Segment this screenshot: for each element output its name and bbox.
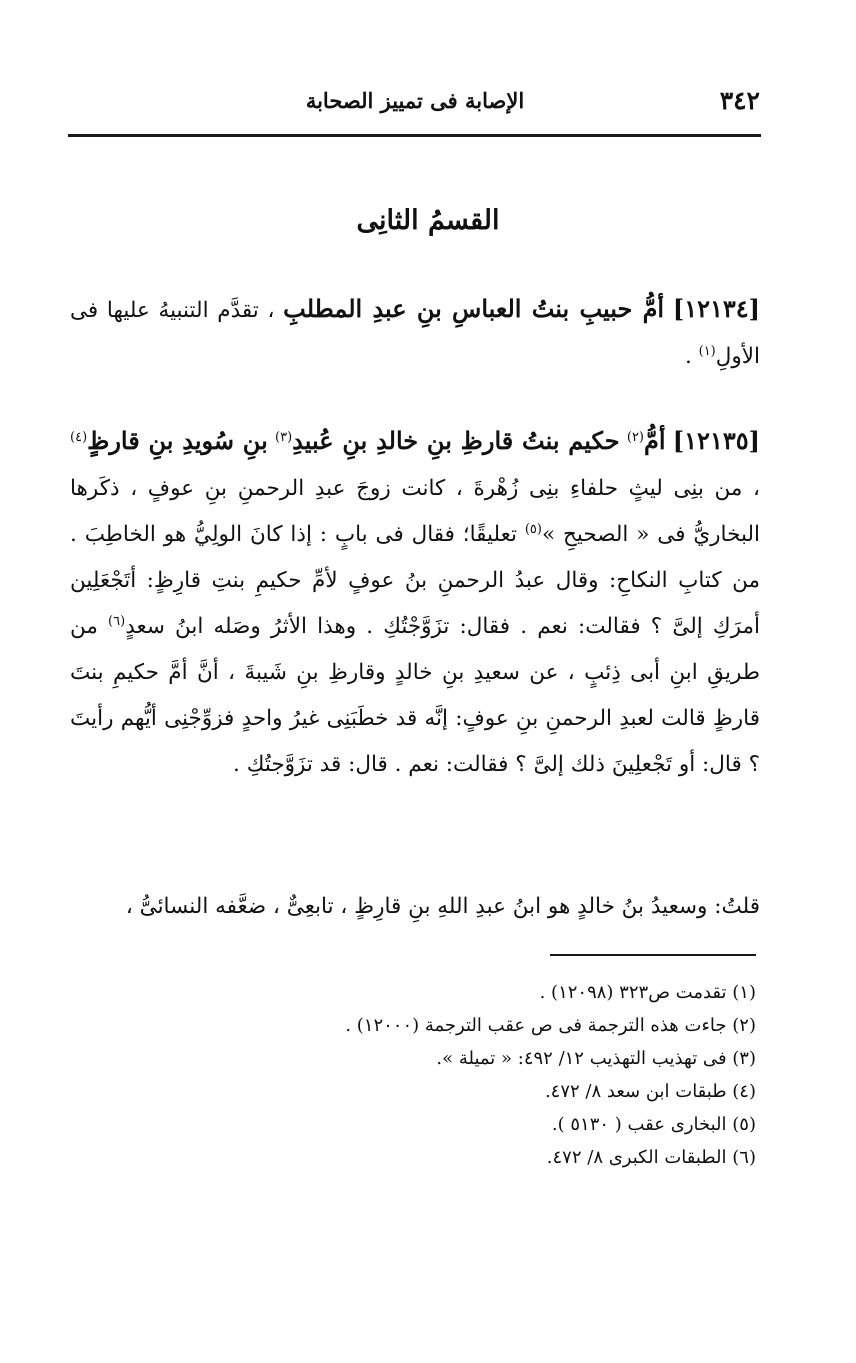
footnote-item: (٥) البخارى عقب ( ٥١٣٠ ). — [551, 1114, 756, 1135]
footnote-item: (٤) طبقات ابن سعد ٨/ ٤٧٢. — [544, 1081, 756, 1102]
entry-text: تعليقًا؛ فقال فى بابٍ : إذا كانَ الولِيُّ هو الخاطِبَ . من كتابِ النكاحِ: وقال عبدُ الرحمنِ بنُ عوفٍ لأمِّ حكيمِ بنتِ قارِظٍ: أتَجْعَلِين أمرَكِ إلىَّ ؟ فقالت: نعم . فقال: تزَوَّجْتُكِ . وهذا الأثرُ وصَله ابنُ سعدٍ — [70, 522, 760, 639]
footnote-item: (٢) جاءت هذه الترجمة فى ص عقب الترجمة (١٢٠٠٠) . — [345, 1015, 756, 1036]
entry-name-part: حكيم بنتُ قارظِ بنِ خالدِ بنِ عُبيدِ — [292, 426, 620, 455]
entry-12134 — [70, 286, 760, 380]
entry-text: ، تقدَّم التنبيهُ عليها فى الأولِ — [70, 298, 760, 369]
entry-12135 — [70, 418, 760, 788]
footnote-ref: (٢) — [626, 429, 644, 445]
page-number: ٣٤٢ — [719, 86, 760, 115]
commentary-text: قلتُ: وسعيدُ بنُ خالدٍ هو ابنُ عبدِ اللهِ بنِ قارِظٍ ، تابعِىٌّ ، ضعَّفه النسائىُّ ، — [125, 894, 760, 919]
page-header — [70, 84, 760, 120]
footnote-ref: (٣) — [275, 429, 293, 445]
footnote-item: (٦) الطبقات الكبرى ٨/ ٤٧٢. — [546, 1147, 756, 1168]
footnote-ref: (٤) — [70, 429, 88, 445]
entry-end: . — [684, 344, 699, 369]
entry-number: [١٢١٣٤] — [672, 294, 761, 323]
footnote-item: (٣) فى تهذيب التهذيب ١٢/ ٤٩٢: « تميلة ». — [436, 1048, 756, 1069]
commentary-paragraph — [70, 884, 760, 930]
entry-name-part: أمُّ — [644, 426, 666, 455]
footnote-rule — [550, 954, 756, 956]
footnote-ref: (٥) — [524, 521, 542, 537]
footnote-ref: (٦) — [108, 613, 126, 629]
entry-text: ، من بنِى ليثٍ حلفاءِ بنِى زُهْرةَ ، كانت زوجَ عبدِ الرحمنِ بنِ عوفٍ ، ذكَرها البخاريُّ فى « الصحيحِ » — [70, 476, 760, 547]
entry-number: [١٢١٣٥] — [672, 426, 760, 455]
footnote-ref: (١) — [698, 343, 716, 359]
header-rule — [68, 134, 761, 137]
section-title: القسمُ الثانِى — [356, 205, 500, 236]
entry-name-part: بنِ سُويدِ بنِ قارظٍ — [87, 426, 268, 455]
entry-text: من طريقِ ابنِ أبى ذِئبٍ ، عن سعيدِ بنِ خالدٍ وقارظِ بنِ شَيبةَ ، أنَّ أمَّ حكيمِ بنتَ قارظٍ قالت لعبدِ الرحمنِ بنِ عوفٍ: إنَّه قد خطَبَنِى غيرُ واحدٍ فزوِّجْنِى أيُّهم رأيتَ ؟ قال: أو تَجْعلِينَ ذلك إلىَّ ؟ فقالت: نعم . قال: قد تزَوَّجتُكِ . — [70, 614, 760, 777]
running-title: الإصابة فى تمييز الصحابة — [305, 88, 525, 113]
footnote-item: (١) تقدمت ص٣٢٣ (١٢٠٩٨) . — [539, 982, 756, 1003]
entry-name: أمُّ حبيبِ بنتُ العباسِ بنِ عبدِ المطلبِ — [283, 294, 665, 323]
footnotes-list — [156, 976, 756, 1174]
